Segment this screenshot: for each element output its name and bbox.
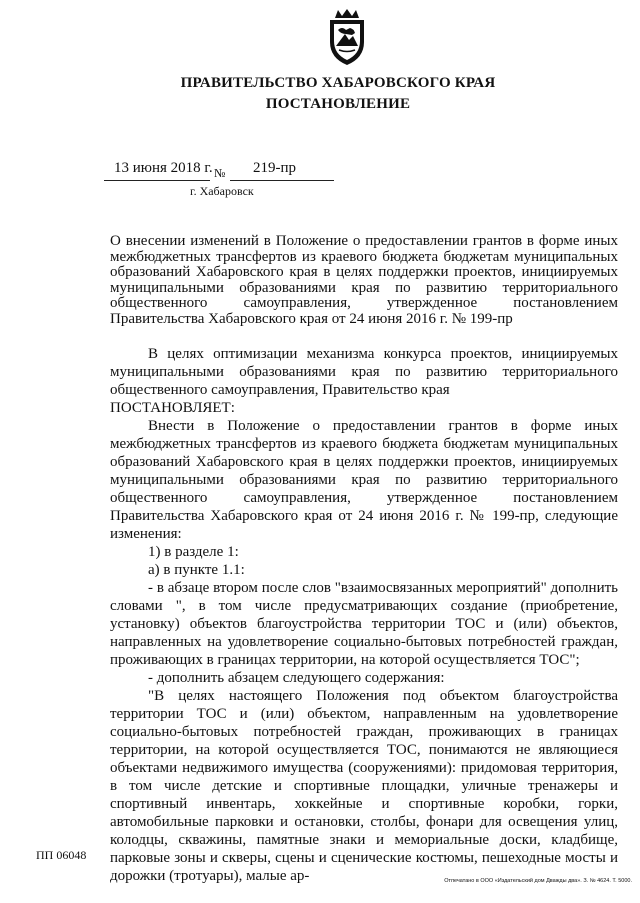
body-paragraph: "В целях настоящего Положения под объектом благоустройства территории ТОС и (или) объектом, направленным на удовлетворение социально-бытовых потребностей граждан, проживающих в границах территории, на которой осуществляется ТОС, понимаются не являющиеся объектами недвижимого имущества (сооружениями): придомовая территория, в том числе детские и спортивные площадки, уличные тренажеры и спортивный инвентарь, хоккейные и спортивные коробки, горки, автомобильные парковки и остановки, столбы, фонари для освещения улиц, колодцы, скважины, памятные знаки и мемориальные доски, кладбище, парковые зоны и скверы, сцены и сценические костюмы, пешеходные мосты и дорожки (тротуары), малые ар- — [110, 688, 618, 884]
document-date: 13 июня 2018 г. — [114, 160, 213, 176]
footer-code: ПП 06048 — [36, 848, 87, 862]
body-paragraph: - в абзаце втором после слов "взаимосвязанных мероприятий" дополнить словами ", в том числе предусматривающих создание (приобретение, установку) объектов благоустройства территории ТОС и (или) объектов, направленных на удовлетворение социально-бытовых потребностей граждан, проживающих в границах территории, на которой осуществляется ТОС"; — [110, 580, 618, 668]
intro-paragraph: В целях оптимизации механизма конкурса проектов, инициируемых муниципальными образованиями края по развитию территориального общественного самоуправления, Правительство края — [110, 346, 618, 398]
city-name: г. Хабаровск — [190, 184, 254, 198]
body-paragraph: Внести в Положение о предоставлении грантов в форме иных межбюджетных трансфертов из краевого бюджета бюджетам муниципальных образований Хабаровского края в целях поддержки проектов, инициируемых муниципальными образованиями края по развитию территориального общественного самоуправления, утвержденное постановлением Правительства Хабаровского края от 24 июня 2016 г. № 199-пр, следующие изменения: — [110, 418, 618, 542]
printer-note: Отпечатано в ООО «Издательский дом Дважды два». З. № 4624. Т. 5000. — [444, 878, 632, 884]
decree-word: ПОСТАНОВЛЯЕТ: — [110, 400, 235, 416]
body-paragraph: - дополнить абзацем следующего содержания: — [148, 670, 445, 686]
document-subject: О внесении изменений в Положение о предоставлении грантов в форме иных межбюджетных трансфертов из краевого бюджета бюджетам муниципальных образований Хабаровского края в целях поддержки проектов, инициируемых муниципальными образованиями края по развитию территориального общественного самоуправления, утвержденное постановлением Правительства Хабаровского края от 24 июня 2016 г. № 199-пр — [110, 233, 618, 327]
government-title: ПРАВИТЕЛЬСТВО ХАБАРОВСКОГО КРАЯ — [180, 75, 496, 91]
date-underline — [104, 180, 210, 181]
coat-of-arms-icon — [322, 6, 372, 68]
number-sign: № — [214, 166, 226, 180]
body-paragraph: 1) в разделе 1: — [148, 544, 239, 560]
document-type: ПОСТАНОВЛЕНИЕ — [265, 96, 411, 112]
document-body — [110, 345, 618, 885]
document-number: 219-пр — [253, 160, 297, 176]
body-paragraph: а) в пункте 1.1: — [148, 562, 245, 578]
number-underline — [230, 180, 334, 181]
